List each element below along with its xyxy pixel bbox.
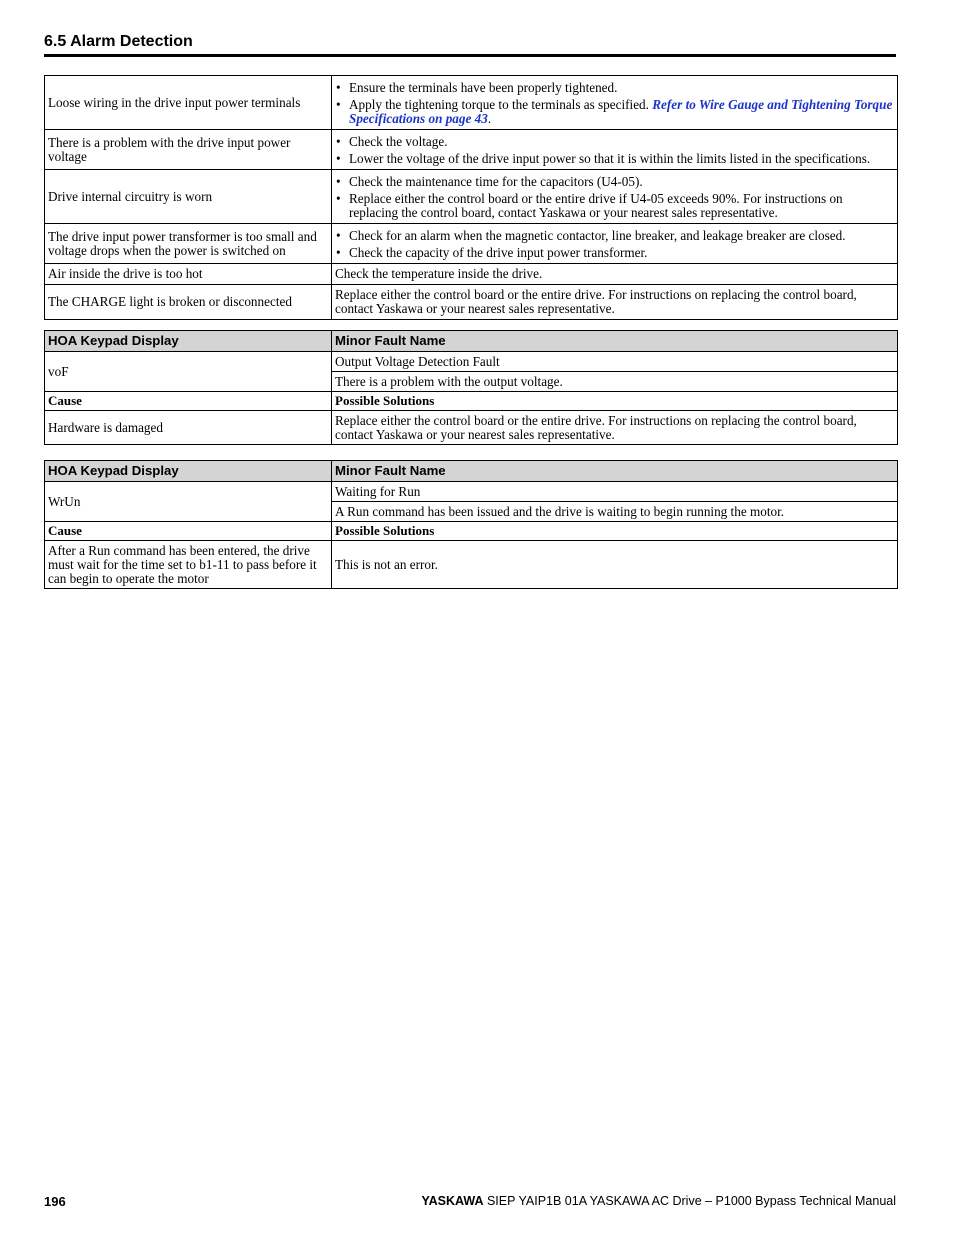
table-row xyxy=(45,411,898,445)
cause-cell: After a Run command has been entered, the drive must wait for the time set to b1-11 to pass before it can begin to operate the motor xyxy=(45,541,332,589)
cause-cell: Air inside the drive is too hot xyxy=(45,264,332,285)
table-header-row xyxy=(45,461,898,482)
section-title: 6.5 Alarm Detection xyxy=(44,33,193,50)
table-header-row xyxy=(45,331,898,352)
table-subheader-row xyxy=(45,392,898,411)
solution-cell: Check the temperature inside the drive. xyxy=(332,264,898,285)
cross-reference-link[interactable]: Refer to Wire Gauge and Tightening Torque Specifications on page 43 xyxy=(349,96,893,126)
solutions-label: Possible Solutions xyxy=(332,392,898,411)
keypad-display-code: voF xyxy=(45,352,332,392)
cause-cell: Loose wiring in the drive input power terminals xyxy=(45,76,332,130)
table-row xyxy=(45,264,898,285)
table-subheader-row xyxy=(45,522,898,541)
cause-cell: Hardware is damaged xyxy=(45,411,332,445)
table-row xyxy=(45,224,898,264)
solution-text-tail: . xyxy=(487,110,492,126)
cause-solution-table xyxy=(44,75,898,320)
table-row xyxy=(45,482,898,502)
solutions-label: Possible Solutions xyxy=(332,522,898,541)
brand-name: YASKAWA xyxy=(421,1194,484,1208)
table-row xyxy=(45,130,898,170)
table-row xyxy=(45,285,898,320)
solution-cell: Replace either the control board or the entire drive. For instructions on replacing the control board, contact Yaskawa or your nearest sales representative. xyxy=(332,285,898,320)
list-item: • Check the maintenance time for the capacitors (U4-05). xyxy=(335,175,894,189)
list-item: • Check the voltage. xyxy=(335,135,894,149)
page-number: 196 xyxy=(44,1194,66,1209)
fault-table-wrun xyxy=(44,460,898,589)
list-item: • Check for an alarm when the magnetic contactor, line breaker, and leakage breaker are closed. xyxy=(335,229,894,243)
column-header-display: HOA Keypad Display xyxy=(45,461,332,482)
list-item: • Replace either the control board or the entire drive if U4-05 exceeds 90%. For instructions on replacing the control board, contact Yaskawa or your nearest sales representative. xyxy=(335,192,894,220)
column-header-display: HOA Keypad Display xyxy=(45,331,332,352)
solution-cell xyxy=(332,76,898,130)
cause-label: Cause xyxy=(45,522,332,541)
solution-cell xyxy=(332,224,898,264)
fault-table-vof xyxy=(44,330,898,445)
column-header-fault-name: Minor Fault Name xyxy=(332,461,898,482)
cause-cell: Drive internal circuitry is worn xyxy=(45,170,332,224)
manual-title-text: SIEP YAIP1B 01A YASKAWA AC Drive – P1000 Bypass Technical Manual xyxy=(483,1194,896,1208)
cause-label: Cause xyxy=(45,392,332,411)
list-item: • Ensure the terminals have been properly tightened. xyxy=(335,81,894,95)
manual-title xyxy=(421,1194,896,1208)
solution-cell: This is not an error. xyxy=(332,541,898,589)
table-row xyxy=(45,352,898,372)
solution-text: Apply the tightening torque to the terminals as specified. xyxy=(349,96,653,112)
solution-cell xyxy=(332,130,898,170)
keypad-display-code: WrUn xyxy=(45,482,332,522)
list-item: • Check the capacity of the drive input power transformer. xyxy=(335,246,894,260)
fault-description: A Run command has been issued and the drive is waiting to begin running the motor. xyxy=(332,502,898,522)
table-row xyxy=(45,541,898,589)
fault-name: Output Voltage Detection Fault xyxy=(332,352,898,372)
section-divider xyxy=(44,54,896,57)
cause-cell: The CHARGE light is broken or disconnected xyxy=(45,285,332,320)
list-item xyxy=(335,98,894,126)
cause-cell: The drive input power transformer is too small and voltage drops when the power is switched on xyxy=(45,224,332,264)
solution-cell xyxy=(332,170,898,224)
fault-name: Waiting for Run xyxy=(332,482,898,502)
fault-description: There is a problem with the output voltage. xyxy=(332,372,898,392)
table-row xyxy=(45,170,898,224)
table-row xyxy=(45,76,898,130)
list-item: • Lower the voltage of the drive input power so that it is within the limits listed in the specifications. xyxy=(335,152,894,166)
column-header-fault-name: Minor Fault Name xyxy=(332,331,898,352)
solution-cell: Replace either the control board or the entire drive. For instructions on replacing the control board, contact Yaskawa or your nearest sales representative. xyxy=(332,411,898,445)
cause-cell: There is a problem with the drive input power voltage xyxy=(45,130,332,170)
